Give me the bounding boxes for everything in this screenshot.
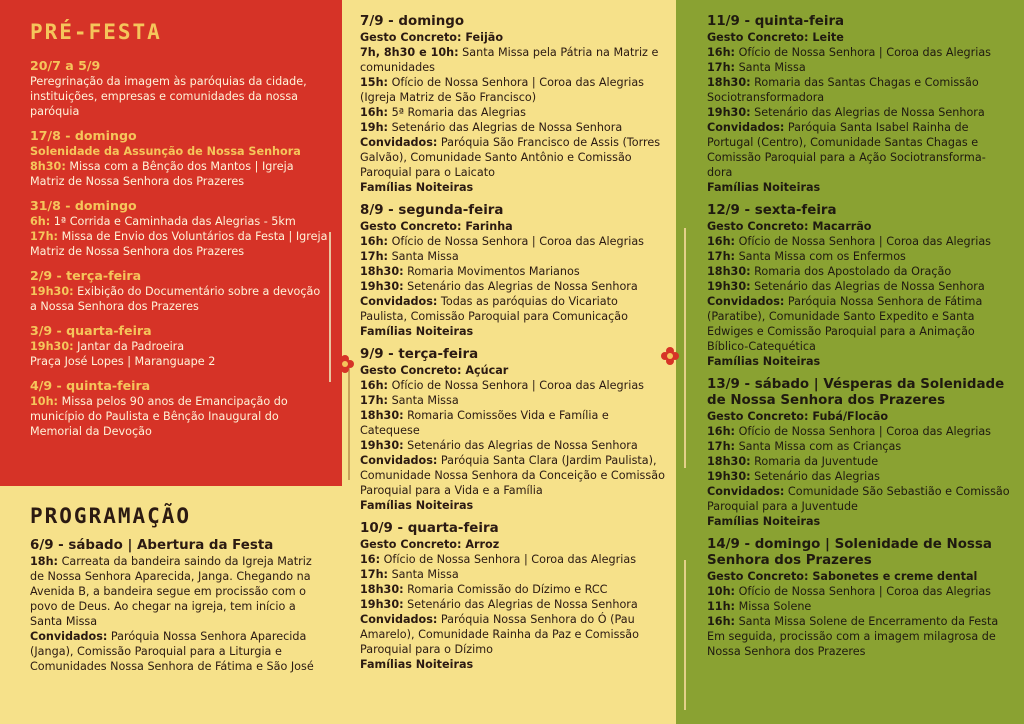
schedule-line [30,354,328,369]
schedule-line-text: Santa Missa com as Crianças [735,440,902,453]
schedule-line-key: Famílias Noiteiras [707,515,821,528]
schedule-line-key: Famílias Noiteiras [360,499,474,512]
schedule-date: 17/8 - domingo [30,128,137,143]
schedule-line-text: Paróquia Santa Clara (Jardim Paulista), Comunidade Nossa Senhora da Conceição e Comissão Paroquial para a Vida e a Família [360,454,665,497]
schedule-line-key: 16h: [707,615,736,628]
schedule-line-text: Comunidade São Sebastião e Comissão Paroquial para a Juventude [707,485,1010,513]
schedule-line-text: Romaria Comissão do Dízimo e RCC [403,583,608,596]
schedule-line [707,599,1010,614]
schedule-line [360,324,666,339]
schedule-line-text: Paróquia Nossa Senhora Aparecida (Janga), Comissão Paroquial para a Liturgia e Comunidades Nossa Senhora de Fátima e São José [30,630,314,673]
schedule-block [360,203,666,339]
pre-festa-panel [0,0,342,486]
schedule-line-text: Setenário das Alegrias de Nossa Senhora [403,280,638,293]
schedule-line-text: Paróquia Nossa Senhora do Ó (Pau Amarelo), Comunidade Rainha da Paz e Comissão Paroquial para o Dízimo [360,613,639,656]
schedule-line [30,394,328,439]
schedule-line-text: Romaria Movimentos Marianos [403,265,580,278]
schedule-line [360,75,666,105]
schedule-line [707,60,1010,75]
schedule-line-text: Paróquia Nossa Senhora de Fátima (Paratibe), Comunidade Santo Expedito e Santa Edwiges e Comissão Paroquial para a Animação Bíblico-Catequética [707,295,983,353]
schedule-line [30,214,328,229]
schedule-line-text: Missa com a Bênção dos Mantos | Igreja Matriz de Nossa Senhora dos Prazeres [30,160,294,188]
schedule-date: 13/9 - sábado | Vésperas da Solenidade de Nossa Senhora dos Prazeres [707,377,1005,408]
schedule-line-key: Convidados: [30,630,108,643]
schedule-line [360,234,666,249]
schedule-subtitle: Gesto Concreto: Fubá/Flocão [707,410,889,423]
schedule-line-text: Santa Missa [388,250,459,263]
flower-icon [660,346,680,366]
schedule-line [707,180,1010,195]
schedule-line-key: 16h: [707,425,736,438]
middle-schedule-list [360,14,666,672]
schedule-line [360,438,666,453]
schedule-line-key: 16h: [360,379,389,392]
schedule-date: 6/9 - sábado | Abertura da Festa [30,538,274,553]
schedule-line-key: 16h: [360,235,389,248]
schedule-line-text: Em seguida, procissão com a imagem milagrosa de Nossa Senhora dos Prazeres [707,630,996,658]
schedule-block [30,198,328,259]
schedule-subtitle: Gesto Concreto: Açúcar [360,364,509,377]
schedule-line [707,294,1010,354]
schedule-line-text: Santa Missa Solene de Encerramento da Festa [735,615,999,628]
schedule-line-key: 10h: [30,395,59,408]
schedule-subtitle: Gesto Concreto: Arroz [360,538,500,551]
schedule-line [360,135,666,180]
schedule-line-text: Santa Missa com os Enfermos [735,250,906,263]
schedule-line-text: Setenário das Alegrias de Nossa Senhora [388,121,623,134]
schedule-line [707,614,1010,629]
schedule-block [30,58,328,119]
schedule-line-text: Peregrinação da imagem às paróquias da cidade, instituições, empresas e comunidades da nossa paróquia [30,75,307,118]
schedule-block [360,521,666,672]
schedule-line-text: Paróquia São Francisco de Assis (Torres Galvão), Comunidade Santo Antônio e Comissão Paroquial para o Laicato [360,136,661,179]
schedule-line [360,498,666,513]
schedule-line [707,105,1010,120]
schedule-line [707,45,1010,60]
schedule-line-text: Missa pelos 90 anos de Emancipação do município do Paulista e Bênção Inaugural do Memorial da Devoção [30,395,288,438]
schedule-line-text: 5ª Romaria das Alegrias [388,106,526,119]
schedule-line-key: 19h30: [30,340,74,353]
schedule-line [360,105,666,120]
schedule-line-key: Famílias Noiteiras [707,355,821,368]
flower-icon [335,354,355,374]
schedule-date: 9/9 - terça-feira [360,347,479,362]
schedule-line-key: 10h: [707,585,736,598]
schedule-line-text: Ofício de Nossa Senhora | Coroa das Alegrias [388,235,645,248]
schedule-line [360,453,666,498]
vine-decoration [684,560,686,710]
schedule-block [707,14,1010,195]
schedule-line-key: 18h: [30,555,59,568]
schedule-block [360,347,666,513]
schedule-line-key: 19h: [360,121,389,134]
schedule-subtitle: Gesto Concreto: Macarrão [707,220,872,233]
schedule-line [707,279,1010,294]
schedule-line-text: Ofício de Nossa Senhora | Coroa das Alegrias [735,46,992,59]
schedule-line [360,582,666,597]
schedule-line [707,439,1010,454]
schedule-line-text: Carreata da bandeira saindo da Igreja Matriz de Nossa Senhora Aparecida, Janga. Chegando na Avenida B, a bandeira segue em procissão com o povo de Deus. Ao chegar na igreja, tem início a Santa Missa [30,555,312,628]
schedule-line-key: 18h30: [360,583,404,596]
schedule-date: 20/7 a 5/9 [30,58,101,73]
schedule-line-key: Convidados: [360,136,438,149]
schedule-line-text: Santa Missa [388,394,459,407]
schedule-line [30,74,328,119]
schedule-line-key: 17h: [707,440,736,453]
middle-column [342,0,676,724]
schedule-line-text: Setenário das Alegrias de Nossa Senhora [750,280,985,293]
schedule-line-key: 18h30: [707,265,751,278]
schedule-line-text: Ofício de Nossa Senhora | Coroa das Alegrias [735,235,992,248]
schedule-line [360,597,666,612]
schedule-line-key: 17h: [360,394,389,407]
schedule-line [360,552,666,567]
schedule-line [360,249,666,264]
schedule-line-text: Ofício de Nossa Senhora | Coroa das Alegrias (Igreja Matriz de São Francisco) [360,76,645,104]
schedule-line-key: 19h30: [360,598,404,611]
programacao-title: PROGRAMAÇÃO [30,504,192,528]
vine-decoration [684,228,686,468]
schedule-line [707,249,1010,264]
schedule-line [30,229,328,259]
pre-festa-title: PRÉ-FESTA [30,20,162,44]
schedule-line-key: Famílias Noiteiras [360,181,474,194]
schedule-line-text: Romaria dos Apostolado da Oração [750,265,952,278]
schedule-line-key: 19h30: [707,280,751,293]
programacao-panel [0,486,342,724]
schedule-date: 2/9 - terça-feira [30,268,142,283]
schedule-line-text: Ofício de Nossa Senhora | Coroa das Alegrias [735,585,992,598]
schedule-line-key: 19h30: [360,439,404,452]
schedule-line [30,554,328,629]
schedule-line [707,264,1010,279]
pre-festa-list [30,58,328,439]
schedule-block [707,377,1010,529]
schedule-line [360,120,666,135]
schedule-line-key: 17h: [360,250,389,263]
schedule-date: 12/9 - sexta-feira [707,203,837,218]
schedule-line [707,454,1010,469]
vine-decoration [329,232,331,382]
schedule-line-key: Convidados: [360,613,438,626]
schedule-block [30,323,328,369]
schedule-line-text: Jantar da Padroeira [73,340,185,353]
schedule-line-key: 15h: [360,76,389,89]
schedule-line [360,657,666,672]
schedule-block [30,268,328,314]
schedule-line [360,612,666,657]
schedule-line-key: 17h: [360,568,389,581]
schedule-line [707,424,1010,439]
schedule-line [360,294,666,324]
schedule-line-text: Santa Missa pela Pátria na Matriz e comunidades [360,46,659,74]
schedule-line-text: Ofício de Nossa Senhora | Coroa das Alegrias [388,379,645,392]
schedule-line-key: 18h30: [707,76,751,89]
schedule-line-text: Missa Solene [735,600,812,613]
schedule-subtitle: Gesto Concreto: Sabonetes e creme dental [707,570,978,583]
schedule-line-key: Famílias Noiteiras [707,181,821,194]
schedule-date: 4/9 - quinta-feira [30,378,151,393]
schedule-line [30,284,328,314]
schedule-line-text: 1ª Corrida e Caminhada das Alegrias - 5km [50,215,296,228]
right-schedule-list [707,14,1010,659]
schedule-line-key: 16h: [707,235,736,248]
schedule-subtitle: Gesto Concreto: Farinha [360,220,513,233]
schedule-line-text: Setenário das Alegrias de Nossa Senhora [750,106,985,119]
schedule-line [30,159,328,189]
schedule-date: 14/9 - domingo | Solenidade de Nossa Senhora dos Prazeres [707,537,992,568]
schedule-line [707,629,1010,659]
schedule-line-text: Todas as paróquias do Vicariato Paulista, Comissão Paroquial para Comunicação [360,295,628,323]
schedule-line [30,629,328,674]
schedule-line-key: 19h30: [30,285,74,298]
schedule-line [360,264,666,279]
schedule-line [707,484,1010,514]
schedule-line-key: 18h30: [360,265,404,278]
right-column [676,0,1024,724]
schedule-line-key: 6h: [30,215,51,228]
schedule-line-key: 8h30: [30,160,66,173]
schedule-line-text: Setenário das Alegrias de Nossa Senhora [403,598,638,611]
schedule-date: 3/9 - quarta-feira [30,323,152,338]
schedule-line-text: Romaria das Santas Chagas e Comissão Sociotransformadora [707,76,979,104]
schedule-line-key: 19h30: [707,470,751,483]
schedule-line-key: 17h: [707,250,736,263]
schedule-block [30,378,328,439]
schedule-line [360,378,666,393]
programacao-list [30,538,328,674]
schedule-date: 31/8 - domingo [30,198,137,213]
schedule-line-key: 17h: [707,61,736,74]
schedule-line [707,234,1010,249]
schedule-line-text: Setenário das Alegrias de Nossa Senhora [403,439,638,452]
schedule-line-text: Santa Missa [735,61,806,74]
schedule-line [360,180,666,195]
schedule-line [360,567,666,582]
schedule-line-key: Convidados: [360,454,438,467]
schedule-line [360,408,666,438]
schedule-line-text: Romaria da Juventude [750,455,879,468]
schedule-line-key: Convidados: [707,485,785,498]
schedule-line-key: 16h: [707,46,736,59]
schedule-line-key: 18h30: [707,455,751,468]
schedule-date: 10/9 - quarta-feira [360,521,499,536]
vine-decoration [348,360,350,480]
schedule-subtitle: Gesto Concreto: Feijão [360,31,504,44]
schedule-subtitle: Solenidade da Assunção de Nossa Senhora [30,145,301,158]
schedule-line [707,354,1010,369]
schedule-line [707,584,1010,599]
schedule-line-key: 16h: [360,106,389,119]
schedule-line-key: 7h, 8h30 e 10h: [360,46,459,59]
schedule-line-text: Exibição do Documentário sobre a devoção a Nossa Senhora dos Prazeres [30,285,321,313]
schedule-date: 7/9 - domingo [360,14,465,29]
schedule-line [707,514,1010,529]
schedule-line-text: Ofício de Nossa Senhora | Coroa das Alegrias [735,425,992,438]
schedule-line [360,279,666,294]
schedule-line-key: 18h30: [360,409,404,422]
schedule-line [707,120,1010,180]
schedule-line-text: Paróquia Santa Isabel Rainha de Portugal (Centro), Comunidade Santas Chagas e Comissão Paroquial para a Ação Sociotransforma-dora [707,121,986,179]
schedule-line-key: 17h: [30,230,59,243]
schedule-line-text: Santa Missa [388,568,459,581]
schedule-subtitle: Gesto Concreto: Leite [707,31,844,44]
schedule-line-key: 11h: [707,600,736,613]
schedule-line-text: Missa de Envio dos Voluntários da Festa | Igreja Matriz de Nossa Senhora dos Prazeres [30,230,328,258]
schedule-line-text: Setenário das Alegrias [750,470,880,483]
schedule-block [707,537,1010,659]
schedule-line-key: 16: [360,553,381,566]
schedule-line-text: Romaria Comissões Vida e Família e Catequese [360,409,609,437]
schedule-line-key: 19h30: [707,106,751,119]
schedule-block [30,128,328,189]
schedule-line-text: Ofício de Nossa Senhora | Coroa das Alegrias [380,553,637,566]
schedule-line-key: Convidados: [707,295,785,308]
schedule-block [30,538,328,674]
schedule-line-text: Praça José Lopes | Maranguape 2 [30,355,216,368]
schedule-block [707,203,1010,369]
schedule-line [707,469,1010,484]
schedule-date: 11/9 - quinta-feira [707,14,845,29]
schedule-line-key: Convidados: [707,121,785,134]
schedule-line-key: Famílias Noiteiras [360,325,474,338]
schedule-line-key: 19h30: [360,280,404,293]
schedule-line [30,339,328,354]
schedule-block [360,14,666,195]
schedule-line [360,45,666,75]
schedule-line [707,75,1010,105]
schedule-line [360,393,666,408]
schedule-line-key: Convidados: [360,295,438,308]
schedule-line-key: Famílias Noiteiras [360,658,474,671]
schedule-date: 8/9 - segunda-feira [360,203,504,218]
